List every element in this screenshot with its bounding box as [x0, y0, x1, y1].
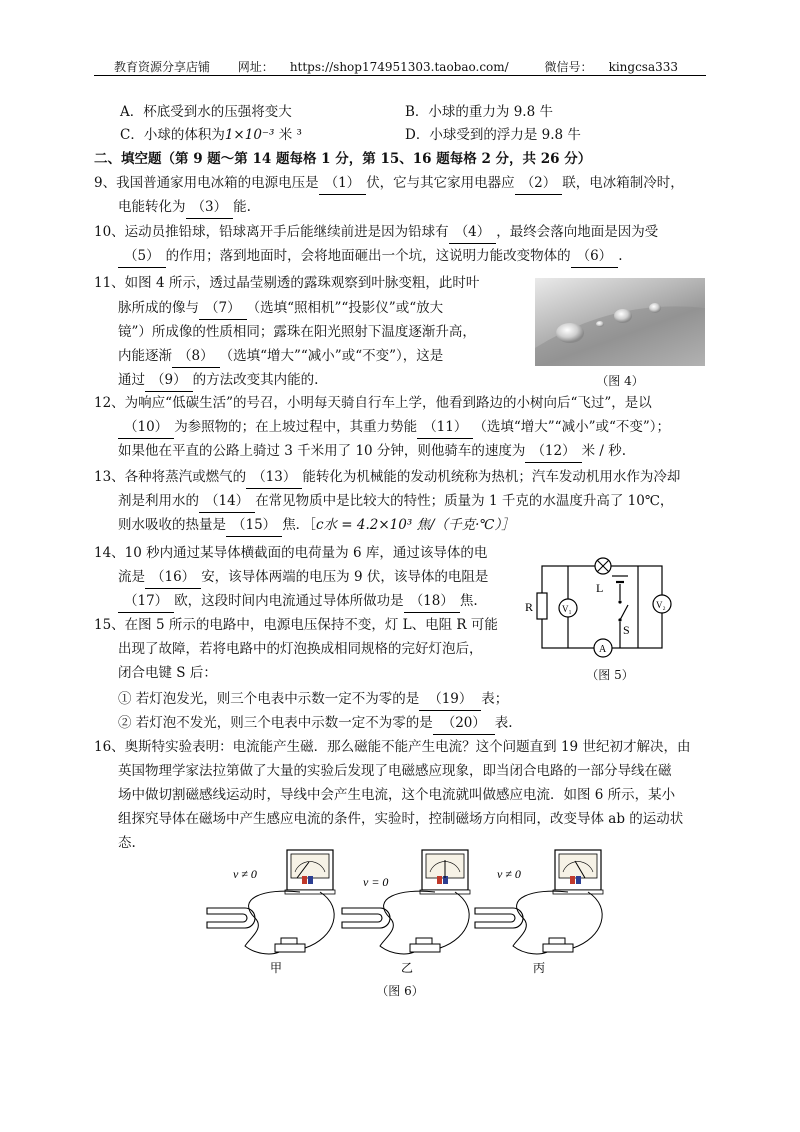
- q15-text: ① 若灯泡发光，则三个电表中示数一定不为零的是: [118, 691, 420, 707]
- page-header: [0, 58, 800, 75]
- q15-text: ② 若灯泡不发光，则三个电表中示数一定不为零的是: [118, 715, 433, 731]
- shop-url[interactable]: https://shop174951303.taobao.com/: [289, 60, 509, 74]
- blank-1: （1）: [319, 172, 367, 195]
- q10-text: .: [618, 248, 623, 264]
- option-c: [120, 124, 302, 146]
- v2-label: V₂: [656, 600, 666, 610]
- dewdrop-photo: [535, 278, 705, 366]
- figure5-caption: （图 5）: [586, 668, 634, 682]
- blank-2: （2）: [515, 172, 563, 195]
- q15-text: 表；: [481, 691, 509, 707]
- q11-line2: [118, 297, 443, 320]
- q14-line1: 14、10 秒内通过某导体横截面的电荷量为 6 库，通过该导体的电: [94, 545, 488, 561]
- option-c-unit: 米 ³: [278, 127, 302, 143]
- blank-14: （14）: [199, 490, 255, 513]
- induction-experiment-figure: [205, 848, 605, 976]
- q11-line3: 镜”）所成像的性质相同；露珠在阳光照射下温度逐渐升高，: [118, 324, 476, 340]
- figure4-caption: （图 4）: [596, 374, 644, 388]
- velocity-label-yi: v = 0: [363, 875, 389, 889]
- switch-symbol: [616, 600, 628, 622]
- q11-text: 脉所成的像与: [118, 300, 199, 316]
- q11-line5: [118, 369, 318, 392]
- blank-16: （16）: [145, 566, 201, 589]
- q9-line1: [94, 172, 684, 195]
- q13-line3: [118, 514, 515, 537]
- blank-4: （4）: [449, 221, 497, 244]
- url-label: 网址：: [237, 60, 274, 74]
- wechat-id: kingcsa333: [608, 60, 679, 74]
- blank-5: （5）: [118, 245, 166, 268]
- lamp-symbol: [595, 558, 611, 574]
- panel-label-bing: 丙: [533, 961, 546, 975]
- resistor-symbol: [537, 593, 547, 619]
- blank-18: （18）: [404, 590, 460, 613]
- q15-line1: 15、在图 5 所示的电路中，电源电压保持不变，灯 L、电阻 R 可能: [94, 617, 498, 633]
- q10-text: 10、运动员推铅球，铅球离开手后能继续前进是因为铅球有: [94, 224, 449, 240]
- q13-line1: [94, 466, 680, 489]
- q13-text: 焦．［: [282, 517, 316, 533]
- q16-line2: 英国物理学家法拉第做了大量的实验后发现了电磁感应现象，即当闭合电路的一部分导线在磁: [118, 763, 672, 779]
- q12-text: 如果他在平直的公路上骑过 3 千米用了 10 分钟，则他骑车的速度为: [118, 443, 526, 459]
- option-c-text: C．小球的体积为: [120, 127, 225, 143]
- blank-19: （19）: [419, 688, 481, 711]
- q13-text: 则水吸收的热量是: [118, 517, 226, 533]
- panel-bing: [475, 850, 603, 954]
- q13-text: 13、各种将蒸汽或燃气的: [94, 469, 247, 485]
- v1-label: V₁: [562, 604, 572, 614]
- q11-text: 内能逐渐: [118, 348, 172, 364]
- q9-line2: [118, 196, 251, 219]
- q16-line1: 16、奥斯特实验表明：电流能产生磁．那么磁能不能产生电流？这个问题直到 19 世纪初才解决，由: [94, 739, 691, 755]
- q9-text: 电能转化为: [118, 199, 186, 215]
- q9-text: 伏，它与其它家用电器应: [366, 175, 515, 191]
- wechat-label: 微信号：: [544, 60, 593, 74]
- q13-text: 剂是利用水的: [118, 493, 199, 509]
- q11-text: （选填“增大”“减小”或“不变”），这是: [219, 348, 444, 364]
- blank-8: （8）: [172, 345, 220, 368]
- water-heat-formula: c水 = 4.2×10³ 焦/（千克·℃）］: [315, 517, 515, 533]
- q16-line3: 场中做切割磁感线运动时，导线中会产生电流，这个电流就叫做感应电流．如图 6 所示，某小: [118, 787, 676, 803]
- panel-yi: [342, 850, 470, 954]
- blank-7: （7）: [199, 297, 247, 320]
- q9-text: 联，电冰箱制冷时，: [562, 175, 684, 191]
- q12-text: （选填“增大”“减小”或“不变”）；: [473, 419, 671, 435]
- panel-label-jia: 甲: [270, 961, 283, 975]
- option-a: A．杯底受到水的压强将变大: [120, 104, 292, 120]
- q11-text: 通过: [118, 372, 145, 388]
- option-d: D．小球受到的浮力是 9.8 牛: [405, 127, 581, 143]
- q15-line2: 出现了故障，若将电路中的灯泡换成相同规格的完好灯泡后，: [118, 641, 483, 657]
- option-b: B．小球的重力为 9.8 牛: [405, 104, 553, 120]
- blank-15: （15）: [226, 514, 282, 537]
- q12-line2: [118, 416, 670, 439]
- option-c-math: 1×10⁻³: [224, 127, 275, 143]
- q14-text: 安，该导体两端的电压为 9 伏，该导体的电阻是: [201, 569, 489, 585]
- ammeter-label: A: [599, 644, 607, 655]
- q14-text: 流是: [118, 569, 145, 585]
- velocity-label-bing: v ≠ 0: [497, 867, 521, 881]
- panel-jia: [207, 850, 335, 954]
- blank-11: （11）: [417, 416, 473, 439]
- q11-text: （选填“照相机”“投影仪”或“放大: [246, 300, 444, 316]
- q10-text: 的作用；落到地面时，会将地面砸出一个坑，这说明力能改变物体的: [165, 248, 571, 264]
- q14-text: 欧，这段时间内电流通过导体所做功是: [174, 593, 404, 609]
- switch-label: S: [623, 623, 630, 637]
- q13-text: 在常见物质中是比较大的特性；质量为 1 千克的水温度升高了 10℃，: [255, 493, 674, 509]
- q10-text: ，最终会落向地面是因为受: [496, 224, 659, 240]
- section-heading: 二、填空题（第 9 题～第 14 题每格 1 分，第 15、16 题每格 2 分，共 26 分）: [94, 151, 592, 167]
- velocity-label-jia: v ≠ 0: [233, 867, 257, 881]
- q13-text: 能转化为机械能的发动机统称为热机；汽车发动机用水作为冷却: [302, 469, 681, 485]
- q12-line1: 12、为响应“低碳生活”的号召，小明每天骑自行车上学，他看到路边的小树向后“飞过”，是以: [94, 395, 652, 411]
- q15-line4: [118, 688, 508, 711]
- blank-12: （12）: [525, 440, 581, 463]
- q16-line4: 组探究导体在磁场中产生感应电流的条件，实验时，控制磁场方向相同，改变导体 ab 的运动状: [118, 811, 684, 827]
- q14-text: 焦.: [459, 593, 478, 609]
- lamp-label: L: [596, 581, 604, 595]
- q12-text: 米 / 秒.: [581, 443, 627, 459]
- q9-text: 9、我国普通家用电冰箱的电源电压是: [94, 175, 319, 191]
- blank-6: （6）: [571, 245, 619, 268]
- q15-line3: 闭合电键 S 后：: [118, 665, 217, 681]
- q16-line5: 态.: [118, 835, 136, 851]
- q15-text: 表.: [494, 715, 513, 731]
- q9-text: 能.: [233, 199, 251, 215]
- blank-9: （9）: [145, 369, 193, 392]
- q12-text: 为参照物的；在上坡过程中，其重力势能: [174, 419, 418, 435]
- blank-13: （13）: [246, 466, 302, 489]
- q11-text: 的方法改变其内能的.: [192, 372, 319, 388]
- q13-line2: [118, 490, 673, 513]
- blank-3: （3）: [186, 196, 234, 219]
- battery-symbol: [612, 574, 628, 584]
- blank-20: （20）: [433, 712, 495, 735]
- q11-line1: 11、如图 4 所示，透过晶莹剔透的露珠观察到叶脉变粗，此时叶: [94, 275, 480, 291]
- q10-line1: [94, 221, 658, 244]
- blank-17: （17）: [118, 590, 174, 613]
- header-rule: [94, 75, 706, 76]
- shop-name: 教育资源分享店铺: [113, 60, 210, 74]
- q14-line3: [118, 590, 478, 613]
- panel-label-yi: 乙: [401, 961, 414, 975]
- q15-line5: [118, 712, 513, 735]
- q10-line2: [118, 245, 622, 268]
- blank-10: （10）: [118, 416, 174, 439]
- q11-line4: [118, 345, 443, 368]
- figure6-caption: （图 6）: [376, 984, 424, 998]
- q14-line2: [118, 566, 488, 589]
- circuit-diagram: [520, 548, 685, 660]
- resistor-label: R: [525, 600, 534, 614]
- q12-line3: [118, 440, 626, 463]
